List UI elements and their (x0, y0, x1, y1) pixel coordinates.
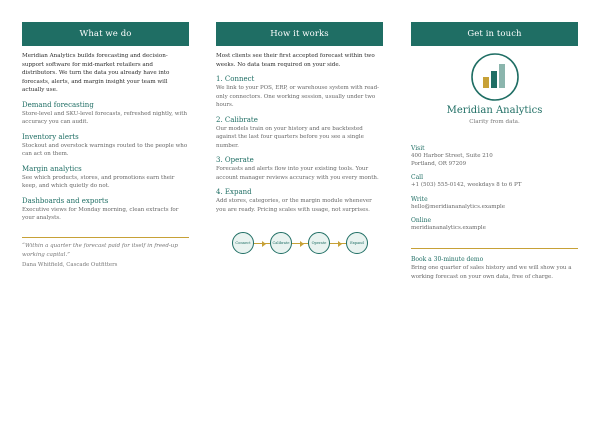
contact-label: Write (411, 195, 428, 203)
feature-text: See which products, stores, and promotions earn their keep, and which quietly do not. (22, 174, 175, 190)
step-title: 2. Calibrate (216, 115, 258, 124)
demo-divider (411, 248, 578, 249)
logo (411, 52, 578, 102)
contact-online (411, 217, 578, 232)
step-title: 4. Expand (216, 188, 252, 197)
bar-chart-logo-icon (470, 52, 520, 102)
how-it-works-heading: How it works (216, 22, 383, 46)
testimonial-author: Dana Whitfield, Cascade Outfitters (22, 262, 118, 269)
quote-divider (22, 237, 189, 238)
flow-node-calibrate: Calibrate (270, 232, 292, 254)
feature-text: Executive views for Monday morning, clean extracts for your analysts. (22, 206, 179, 222)
step-title: 1. Connect (216, 75, 255, 84)
contact-visit (411, 145, 578, 168)
feature-item (22, 197, 189, 223)
brand-name: Meridian Analytics (446, 105, 543, 116)
contact-address-line: Portland, OR 97209 (411, 161, 467, 168)
step-text: We link to your POS, ERP, or warehouse system with read-only connectors. One working session, usually under two hours. (216, 85, 379, 109)
testimonial-quote: “Within a quarter the forecast paid for itself in freed-up working capital.” (22, 242, 178, 258)
feature-title: Dashboards and exports (22, 196, 109, 205)
contact-label: Call (411, 174, 424, 182)
feature-item (22, 133, 189, 159)
demo-text: Bring one quarter of sales history and we will show you a working forecast on your own data, free of charge. (411, 265, 572, 280)
feature-title: Inventory alerts (22, 132, 79, 141)
feature-text: Stockout and overstock warnings routed to the people who can act on them. (22, 142, 188, 158)
step-item (216, 116, 383, 151)
get-in-touch-heading: Get in touch (411, 22, 578, 46)
flow-arrow-icon (300, 241, 304, 247)
what-we-do-panel (22, 22, 189, 268)
what-we-do-heading: What we do (22, 22, 189, 46)
feature-text: Store-level and SKU-level forecasts, refreshed nightly, with accuracy you can audit. (22, 110, 188, 126)
how-it-works-panel (216, 22, 383, 260)
how-it-works-intro: Most clients see their first accepted forecast within two weeks. No data team required on your side. (216, 53, 375, 68)
contact-call (411, 174, 578, 189)
flow-node-operate: Operate (308, 232, 330, 254)
contact-email-link[interactable]: hello@meridiananalytics.example (411, 203, 506, 210)
feature-item (22, 101, 189, 127)
flow-arrow-icon (262, 241, 266, 247)
get-in-touch-panel (411, 22, 578, 281)
contact-phone[interactable]: +1 (503) 555-0142, weekdays 8 to 6 PT (411, 182, 522, 189)
step-text: Forecasts and alerts flow into your existing tools. Your account manager reviews accuracy with you every month. (216, 166, 379, 181)
step-text: Add stores, categories, or the margin module whenever you are ready. Pricing scales with usage, not surprises. (216, 198, 372, 213)
flow-arrow-icon (338, 241, 342, 247)
contact-website-link[interactable]: meridiananalytics.example (411, 224, 486, 231)
step-item (216, 188, 383, 214)
what-we-do-intro: Meridian Analytics builds forecasting and decision-support software for mid-market retailers and distributors. We turn the data you already have into forecasts, alerts, and margin insight your team will actually use. (22, 53, 170, 94)
flow-node-connect: Connect (232, 232, 254, 254)
feature-title: Margin analytics (22, 164, 82, 173)
feature-item (22, 165, 189, 191)
step-text: Our models train on your history and are backtested against the last four quarters before you see a single number. (216, 125, 364, 149)
contact-write (411, 196, 578, 211)
contact-label: Online (411, 216, 432, 224)
flow-node-expand: Expand (346, 232, 368, 254)
brand-tagline: Clarity from data. (469, 119, 520, 125)
step-title: 3. Operate (216, 156, 254, 165)
demo-title: Book a 30-minute demo (411, 256, 484, 264)
contact-address-line: 400 Harbor Street, Suite 210 (411, 153, 493, 159)
contact-label: Visit (411, 145, 425, 152)
step-item (216, 156, 383, 182)
feature-title: Demand forecasting (22, 100, 94, 109)
process-flow-diagram (216, 228, 383, 260)
step-item (216, 75, 383, 110)
